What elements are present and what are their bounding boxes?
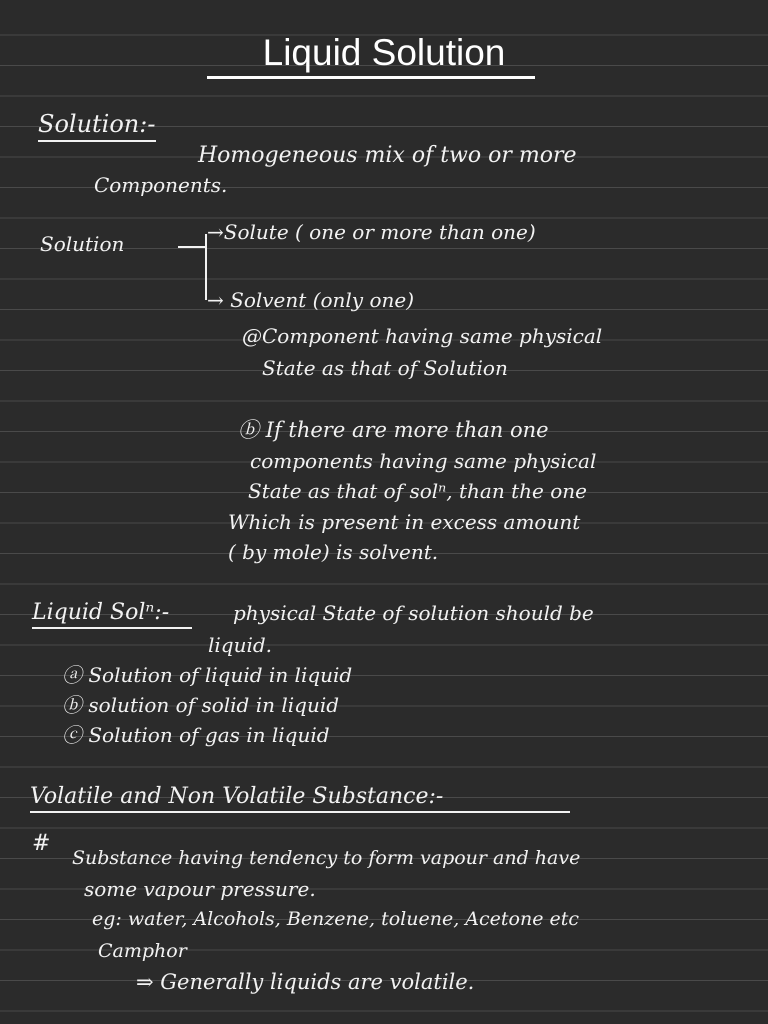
solute-branch: →Solute ( one or more than one) <box>207 220 536 244</box>
tree-branch-stem <box>178 246 206 248</box>
solution-tree-root: Solution <box>40 232 125 256</box>
point-a-line1: @Component having same physical <box>242 324 603 348</box>
point-b-line1: ⓑ If there are more than one <box>238 418 549 442</box>
volatile-heading: Volatile and Non Volatile Substance:- <box>30 784 444 809</box>
volatile-line4: Camphor <box>98 940 187 962</box>
solution-definition-line2: Components. <box>94 173 228 197</box>
liquid-solution-item: ⓒ Solution of gas in liquid <box>62 723 330 747</box>
point-b-line2: components having same physical <box>250 449 597 473</box>
title-underline <box>207 76 535 79</box>
solution-heading: Solution:- <box>38 110 156 138</box>
solvent-branch: → Solvent (only one) <box>207 288 415 312</box>
volatile-line5: ⇒ Generally liquids are volatile. <box>136 970 475 994</box>
page-title: Liquid Solution <box>262 32 506 73</box>
point-b-line5: ( by mole) is solvent. <box>228 540 439 564</box>
volatile-heading-underline <box>30 811 570 813</box>
liquid-solution-item: ⓐ Solution of liquid in liquid <box>62 663 353 687</box>
volatile-line3: eg: water, Alcohols, Benzene, toluene, Acetone etc <box>92 908 580 930</box>
point-b-line4: Which is present in excess amount <box>228 510 581 534</box>
liquid-solution-text-line1: physical State of solution should be <box>233 601 594 625</box>
liquid-solution-heading-underline <box>32 627 192 629</box>
liquid-solution-text-line2: liquid. <box>208 633 273 657</box>
hash-bullet: # <box>32 831 51 856</box>
point-a-line2: State as that of Solution <box>262 356 508 380</box>
solution-definition-line1: Homogeneous mix of two or more <box>198 143 577 168</box>
point-b-line3: State as that of solⁿ, than the one <box>248 479 587 503</box>
liquid-solution-heading: Liquid Solⁿ:- <box>32 600 170 625</box>
solution-heading-underline <box>38 140 156 142</box>
volatile-line1: Substance having tendency to form vapour and have <box>72 847 581 869</box>
volatile-line2: some vapour pressure. <box>84 877 316 901</box>
liquid-solution-item: ⓑ solution of solid in liquid <box>62 693 340 717</box>
